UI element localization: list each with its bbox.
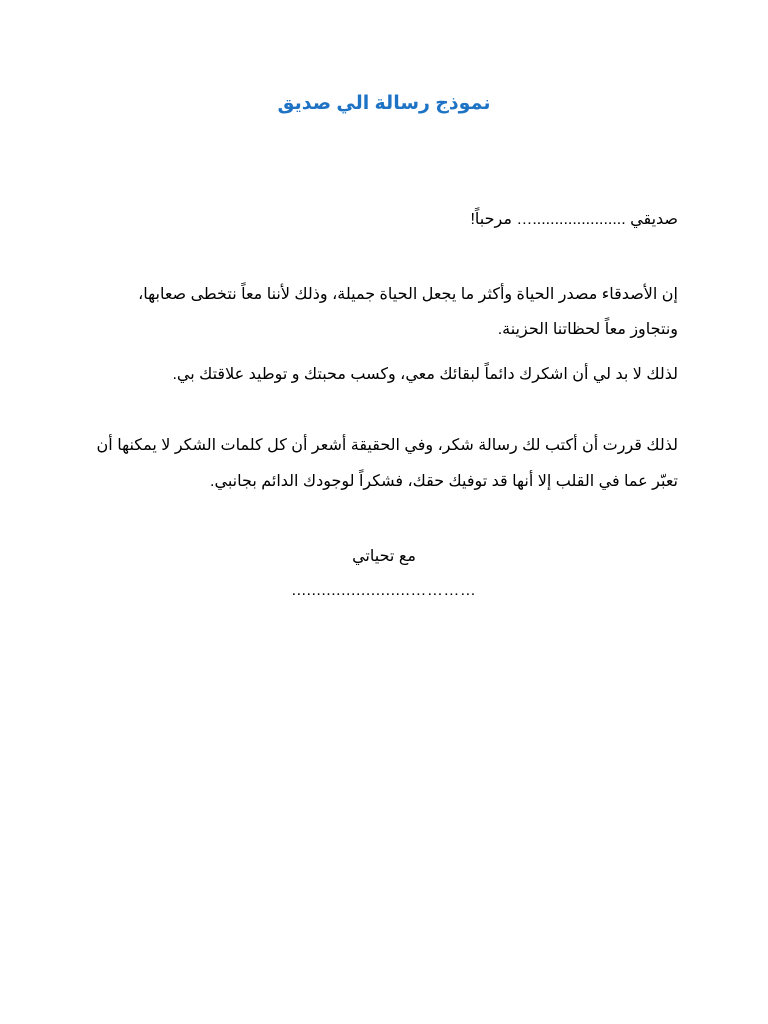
paragraph-1-line-1: إن الأصدقاء مصدر الحياة وأكثر ما يجعل الحياة جميلة، وذلك لأننا معاً نتخطى صعابها، [138,286,678,303]
closing-line: مع تحياتي [352,548,416,565]
paragraph-2: لذلك لا بد لي أن اشكرك دائماً لبقائك معي، وكسب محبتك و توطيد علاقتك بي. [172,366,678,383]
paragraph-3-line-2: تعبّر عما في القلب إلا أنها قد توفيك حقك، فشكراً لوجودك الدائم بجانبي. [210,473,678,490]
signature-placeholder: ........................………… [291,582,477,599]
paragraph-3-line-1: لذلك قررت أن أكتب لك رسالة شكر، وفي الحقيقة أشعر أن كل كلمات الشكر لا يمكنها أن [96,437,678,454]
greeting-line: صديقي .....................… مرحباً! [470,211,678,228]
paragraph-1-line-2: ونتجاوز معاً لحظاتنا الحزينة. [497,321,678,338]
page-title: نموذج رسالة الي صديق [277,93,491,114]
